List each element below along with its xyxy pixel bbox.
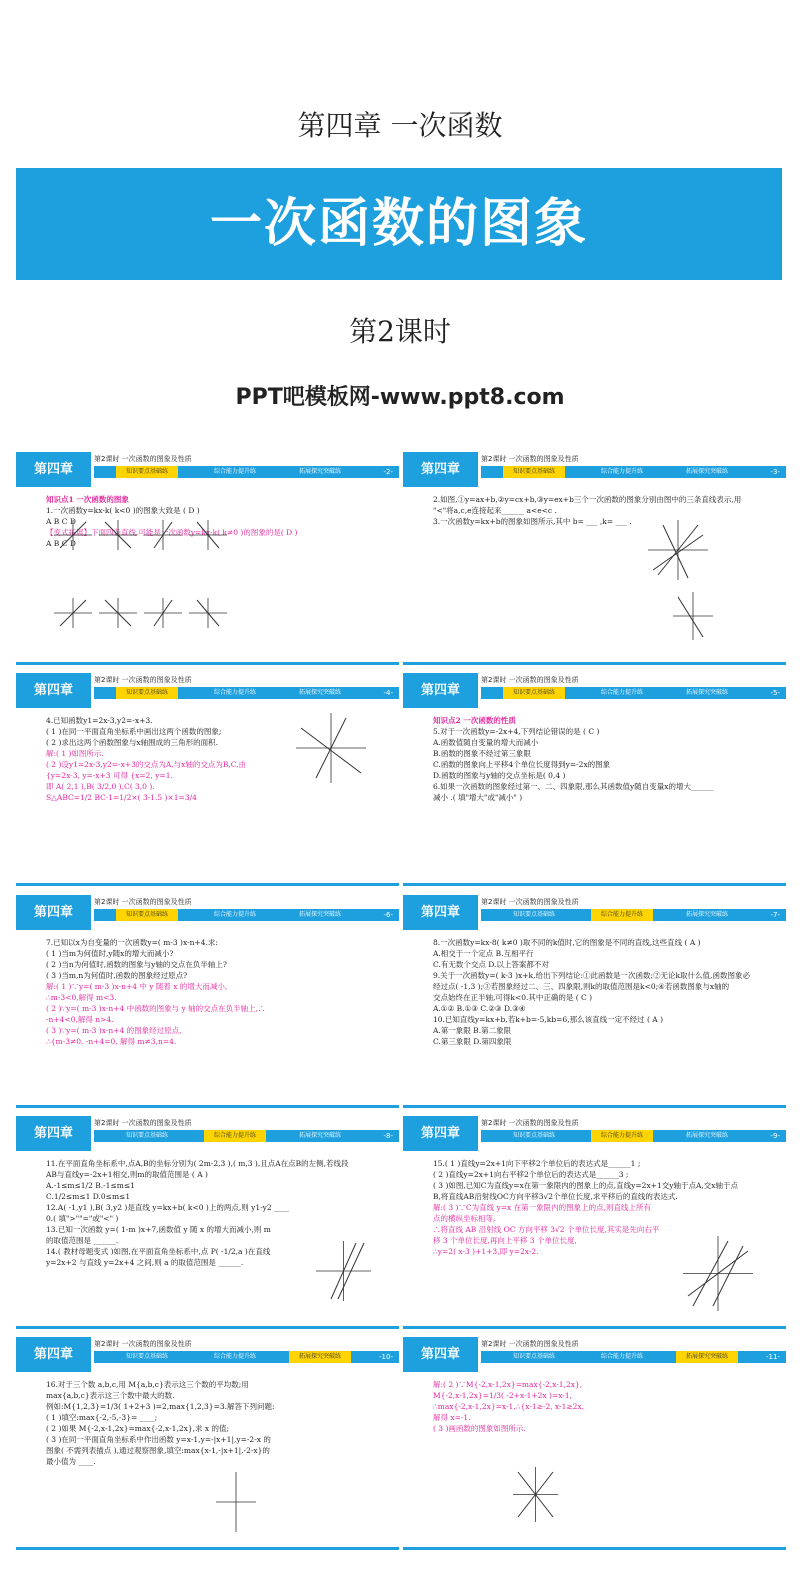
text-line: 图象( 不需列表描点 ),通过观察图象,填空:max{x-1,-|x+1|,-2-x}的 — [46, 1446, 270, 1455]
coordinate-figure — [673, 592, 713, 640]
section-tab[interactable]: 知识要点基础练 — [512, 1353, 555, 1360]
coordinate-figure — [99, 520, 137, 550]
slide-thumbnail[interactable] — [16, 895, 399, 1108]
section-tab[interactable]: 知识要点基础练 — [503, 687, 565, 699]
coordinate-figure — [99, 598, 137, 628]
cover-title: 一次函数的图象 — [209, 194, 588, 254]
coordinate-figure — [189, 598, 227, 628]
text-line: C.第三象限 D.第四象限 — [433, 1037, 512, 1046]
slide-thumbnail[interactable] — [16, 1337, 399, 1550]
coordinate-figure — [683, 1236, 753, 1311]
section-tab[interactable]: 综合能力提升练 — [591, 1130, 653, 1142]
text-line: 解:( 1 )∵y=( m-3 )x-n+4 中 y 随着 x 的增大而减小, — [46, 982, 228, 991]
section-tab[interactable]: 拓展探究突破练 — [298, 468, 341, 475]
coordinate-figure — [216, 1472, 256, 1532]
section-tab-bar — [94, 1351, 399, 1363]
page-number: -8- — [383, 1132, 393, 1140]
text-line: ∴m-3<0,解得 m<3. — [46, 993, 117, 1002]
text-line: 11.在平面直角坐标系中,点A,B的坐标分别为( 2m-2,3 ),( m,3 ),且点A在点B的左侧,若线段 — [46, 1159, 349, 1168]
text-line: 即 A( 2,1 ),B( 3/2,0 ),C( 3,0 ). — [46, 782, 155, 791]
section-tab-bar — [481, 687, 786, 699]
text-line: 15.( 1 )直线y=2x+1向下平移2个单位后的表达式是______1 ; — [433, 1159, 641, 1168]
section-tab-bar — [94, 687, 399, 699]
text-line: S△ABC=1/2 BC·1=1/2×( 3-1.5 )×1=3/4 — [46, 793, 197, 802]
slide-subtitle: 第2课时 一次函数的图象及性质 — [481, 455, 579, 463]
text-line: 14.( 教材母题变式 )如图,在平面直角坐标系中,点 P( -1/2,a )在直线 — [46, 1247, 271, 1256]
section-tab[interactable]: 综合能力提升练 — [600, 1353, 643, 1360]
section-tab[interactable]: 综合能力提升练 — [213, 689, 256, 696]
slide-subtitle: 第2课时 一次函数的图象及性质 — [94, 676, 192, 684]
slide-header — [403, 895, 786, 930]
text-line: ( 1 )填空:max{-2,-5,-3}= ____; — [46, 1413, 158, 1422]
slide-thumbnail[interactable] — [403, 1116, 786, 1329]
section-tab[interactable]: 综合能力提升练 — [204, 1130, 266, 1142]
text-line: ∴将直线 AB 沿射线 OC 方向平移 3√2 个单位长度,其实是先向右平 — [433, 1225, 660, 1234]
title-banner — [16, 168, 782, 280]
coordinate-figure — [648, 520, 708, 580]
text-line: A B C D — [46, 517, 76, 526]
text-line: 经过点( -1,3 );③若图象经过二、三、四象限,则k的取值范围是k<0;④若函数图象与x轴的 — [433, 982, 730, 991]
text-line: 16.对于三个数 a,b,c,用 M{a,b,c}表示这三个数的平均数;用 — [46, 1380, 249, 1389]
slide-subtitle: 第2课时 一次函数的图象及性质 — [94, 1340, 192, 1348]
text-line: 移 3 个单位长度,再向上平移 3 个单位长度, — [433, 1236, 577, 1245]
section-tab[interactable]: 综合能力提升练 — [591, 909, 653, 921]
text-line: B,将直线AB沿射线OC方向平移3√2个单位长度,求平移后的直线的表达式. — [433, 1192, 678, 1201]
text-line: B.函数的图象不经过第三象限 — [433, 749, 531, 758]
coordinate-figure — [144, 598, 182, 628]
slide-thumbnail[interactable] — [16, 452, 399, 665]
slide-header — [403, 673, 786, 708]
section-tab[interactable]: 知识要点基础练 — [125, 1353, 168, 1360]
text-line: 的取值范围是 ______. — [46, 1236, 119, 1245]
text-line: 4.已知函数y1=2x-3,y2=-x+3. — [46, 716, 153, 725]
slide-subtitle: 第2课时 一次函数的图象及性质 — [94, 898, 192, 906]
section-tab[interactable]: 知识要点基础练 — [512, 911, 555, 918]
coordinate-figure — [513, 1467, 558, 1522]
text-line: -n+4<0,解得 n>4. — [46, 1015, 114, 1024]
slide-thumbnail[interactable] — [403, 1337, 786, 1550]
coordinate-figure — [144, 520, 182, 550]
text-line: ( 2 )如果 M{-2,x-1,2x}=max{-2,x-1,2x},求 x 的值; — [46, 1424, 230, 1433]
text-line: y=2x+2 与直线 y=2x+4 之间,则 a 的取值范围是 ______. — [46, 1258, 244, 1267]
slide-body — [433, 715, 776, 803]
chapter-badge: 第四章 — [16, 673, 91, 708]
slide-subtitle: 第2课时 一次函数的图象及性质 — [481, 1340, 579, 1348]
text-line: ( 1 )当m为何值时,y随x的增大而减小? — [46, 949, 174, 958]
slide-header — [403, 452, 786, 487]
text-line: ∴y=2( x-3 )+1+3,即 y=2x-2. — [433, 1247, 539, 1256]
section-tab[interactable]: 拓展探究突破练 — [676, 1351, 738, 1363]
page-number: -4- — [383, 689, 393, 697]
slide-thumbnail[interactable] — [16, 673, 399, 886]
section-tab[interactable]: 拓展探究突破练 — [289, 1351, 351, 1363]
slide-body — [46, 937, 389, 1047]
text-line: ∴{m-3≠0, -n+4=0, 解得 m≠3,n=4. — [46, 1037, 177, 1046]
slide-thumbnail[interactable] — [16, 1116, 399, 1329]
slide-thumbnail[interactable] — [403, 673, 786, 886]
coordinate-figure — [54, 598, 92, 628]
slide-header — [403, 1337, 786, 1372]
text-line: A.函数值随自变量的增大而减小 — [433, 738, 539, 747]
text-line: C.有无数个交点 D.以上答案都不对 — [433, 960, 549, 969]
text-line: ( 1 )在同一平面直角坐标系中画出这两个函数的图象; — [46, 727, 222, 736]
chapter-badge: 第四章 — [403, 1116, 478, 1151]
section-tab[interactable]: 拓展探究突破练 — [685, 468, 728, 475]
slide-header — [16, 452, 399, 487]
page-number: -2- — [383, 468, 393, 476]
text-line: 12.A( -1,y1 ),B( 3,y2 )是直线 y=kx+b( k<0 )上的两点,则 y1-y2 ____ — [46, 1203, 290, 1212]
text-line: 最小值为 ____. — [46, 1457, 96, 1466]
section-tab[interactable]: 知识要点基础练 — [116, 687, 178, 699]
page-number: -5- — [770, 689, 780, 697]
text-line: ( 3 )在同一平面直角坐标系中作出函数 y=x-1,y=-|x+1|,y=-2-x 的 — [46, 1435, 271, 1444]
text-line: A.第一象限 B.第二象限 — [433, 1026, 512, 1035]
slide-header — [16, 1116, 399, 1151]
section-tab-bar — [94, 466, 399, 478]
slide-subtitle: 第2课时 一次函数的图象及性质 — [481, 898, 579, 906]
slide-header — [16, 895, 399, 930]
section-tab[interactable]: 综合能力提升练 — [213, 468, 256, 475]
text-line: 解:( 1 )如图所示. — [46, 749, 104, 758]
chapter-badge: 第四章 — [16, 1337, 91, 1372]
text-line: 1.一次函数y=kx-k( k<0 )的图象大致是 ( D ) — [46, 506, 200, 515]
slide-header — [403, 1116, 786, 1151]
text-line: ( 2 )当n为何值时,函数的图象与y轴的交点在负半轴上? — [46, 960, 227, 969]
text-line: A.相交于一个定点 B.互相平行 — [433, 949, 534, 958]
slide-thumbnail[interactable] — [403, 452, 786, 665]
section-tab[interactable]: 综合能力提升练 — [213, 1353, 256, 1360]
chapter-badge: 第四章 — [403, 452, 478, 487]
text-line: AB与直线y=-2x+1相交,则m的取值范围是 ( A ) — [46, 1170, 208, 1179]
text-line: M{-2,x-1,2x}=1/3( -2+x-1+2x )=x-1, — [433, 1391, 573, 1400]
text-line: "<"将a,c,e连接起来______ a<e<c . — [433, 506, 557, 515]
section-tab[interactable]: 知识要点基础练 — [116, 909, 178, 921]
text-line: 知识点2 一次函数的性质 — [433, 716, 516, 725]
text-line: 减小 .( 填"增大"或"减小" ) — [433, 793, 523, 802]
section-tab[interactable]: 知识要点基础练 — [125, 1132, 168, 1139]
section-tab-bar — [481, 466, 786, 478]
page-number: -9- — [770, 1132, 780, 1140]
slide-body — [46, 1379, 389, 1467]
slide-subtitle: 第2课时 一次函数的图象及性质 — [94, 455, 192, 463]
slide-header — [16, 1337, 399, 1372]
text-line: 交点始终在正半轴,可得k<0.其中正确的是 ( C ) — [433, 993, 593, 1002]
text-line: ( 3 )如图,已知C为直线y=x在第一象限内的图象上的点,直线y=2x+1交y轴于点A,交x轴于点 — [433, 1181, 738, 1190]
chapter-badge: 第四章 — [16, 895, 91, 930]
page-number: -7- — [770, 911, 780, 919]
chapter-badge: 第四章 — [16, 452, 91, 487]
text-line: max{a,b,c}表示这三个数中最大的数. — [46, 1391, 175, 1400]
brand-text: PPT吧模板网-www.ppt8.com — [235, 385, 565, 410]
text-line: ( 3 )∵y=( m-3 )x-n+4 的图象经过原点, — [46, 1026, 182, 1035]
text-line: ( 3 )画函数的图象如图所示. — [433, 1424, 526, 1433]
text-line: ( 2 )设y1=2x-3,y2=-x+3的交点为A,与x轴的交点为B,C,由 — [46, 760, 247, 769]
section-tab-bar — [94, 909, 399, 921]
section-tab-bar — [481, 1351, 786, 1363]
lesson-label: 第2课时 — [349, 315, 451, 348]
slide-subtitle: 第2课时 一次函数的图象及性质 — [481, 676, 579, 684]
coordinate-figure — [316, 1241, 371, 1301]
text-line: ( 2 )求出这两个函数图象与x轴围成的三角形的面积. — [46, 738, 219, 747]
slide-body — [433, 494, 776, 527]
text-line: 解:( 2 )∵M{-2,x-1,2x}=max{-2,x-1,2x}, — [433, 1380, 583, 1389]
text-line: ( 3 )当m,n为何值时,函数的图象经过原点? — [46, 971, 188, 980]
chapter-badge: 第四章 — [16, 1116, 91, 1151]
text-line: 13.已知一次函数 y=( 1-m )x+7,函数值 y 随 x 的增大而减小,则 m — [46, 1225, 271, 1234]
slide-body — [433, 937, 776, 1047]
text-line: 8.一次函数y=kx-8( k≠0 )取不同的k值时,它的图象是不同的直线,这些直线 ( A ) — [433, 938, 701, 947]
section-tab[interactable]: 综合能力提升练 — [600, 468, 643, 475]
text-line: 5.对于一次函数y=-2x+4,下列结论错误的是 ( C ) — [433, 727, 600, 736]
text-line: {y=2x-3, y=-x+3 可得 {x=2, y=1. — [46, 771, 173, 780]
slide-subtitle: 第2课时 一次函数的图象及性质 — [94, 1119, 192, 1127]
section-tab[interactable]: 拓展探究突破练 — [298, 1132, 341, 1139]
text-line: 10.已知直线y=kx+b,若k+b=-5,kb=6,那么该直线一定不经过 ( A ) — [433, 1015, 664, 1024]
page-number: -10- — [379, 1353, 393, 1361]
text-line: 7.已知以x为自变量的一次函数y=( m-3 )x-n+4.求: — [46, 938, 218, 947]
text-line: 2.如图,①y=ax+b,②y=cx+b,③y=ex+b三个一次函数的图象分别由图中的三条直线表示,用 — [433, 495, 742, 504]
text-line: ( 2 )直线y=2x+1向右平移2个单位后的表达式是______3 ; — [433, 1170, 629, 1179]
section-tab-bar — [94, 1130, 399, 1142]
text-line: C.1/2≤m≤1 D.0≤m≤1 — [46, 1192, 131, 1201]
section-tab[interactable]: 综合能力提升练 — [213, 911, 256, 918]
page-number: -6- — [383, 911, 393, 919]
text-line: 【变式拓展】下面四条直线,可能是一次函数y=kx-k( k≠0 )的图象的是( D ) — [46, 528, 298, 537]
chapter-badge: 第四章 — [403, 895, 478, 930]
text-line: ∴max{-2,x-1,2x}=x-1,∴{x-1≥-2, x-1≥2x, — [433, 1402, 585, 1411]
section-tab[interactable]: 拓展探究突破练 — [298, 911, 341, 918]
text-line: 9.关于一次函数y=( k-3 )x+k,给出下列结论:①此函数是一次函数;②无论k取什么值,函数图象必 — [433, 971, 750, 980]
page-number: -3- — [770, 468, 780, 476]
slide-subtitle: 第2课时 一次函数的图象及性质 — [481, 1119, 579, 1127]
coordinate-figure — [189, 520, 227, 550]
section-tab-bar — [481, 909, 786, 921]
text-line: A.①② B.①③ C.②③ D.③④ — [433, 1004, 526, 1013]
text-line: 3.一次函数y=kx+b的图象如图所示,其中 b= ___ ,k= ___ . — [433, 517, 632, 526]
slide-body — [433, 1379, 776, 1434]
page-number: -11- — [766, 1353, 780, 1361]
coordinate-figure — [296, 713, 366, 783]
section-tab[interactable]: 知识要点基础练 — [512, 1132, 555, 1139]
section-tab[interactable]: 拓展探究突破练 — [685, 689, 728, 696]
text-line: 例如:M{1,2,3}=1/3( 1+2+3 )=2,max{1,2,3}=3.解答下列问题: — [46, 1402, 275, 1411]
section-tab[interactable]: 拓展探究突破练 — [685, 1132, 728, 1139]
text-line: 解:( 3 )∵C为直线 y=x 在第一象限内的图象上的点,则直线上所有 — [433, 1203, 652, 1212]
text-line: C.函数的图象向上平移4个单位长度得到y=-2x的图象 — [433, 760, 611, 769]
text-line: 知识点1 一次函数的图象 — [46, 495, 129, 504]
section-tab[interactable]: 综合能力提升练 — [600, 689, 643, 696]
text-line: 0.( 填">""="或"<" ) — [46, 1214, 119, 1223]
text-line: D.函数的图象与y轴的交点坐标是( 0,4 ) — [433, 771, 566, 780]
section-tab[interactable]: 拓展探究突破练 — [685, 911, 728, 918]
coordinate-figure — [54, 520, 92, 550]
text-line: 6.如果一次函数的图象经过第一、二、四象限,那么其函数值y随自变量x的增大______ — [433, 782, 714, 791]
section-tab[interactable]: 拓展探究突破练 — [298, 689, 341, 696]
text-line: 点的横纵坐标相等, — [433, 1214, 496, 1223]
slide-header — [16, 673, 399, 708]
chapter-badge: 第四章 — [403, 673, 478, 708]
section-tab-bar — [481, 1130, 786, 1142]
text-line: A B C D — [46, 539, 76, 548]
text-line: ( 2 )∵y=( m-3 )x-n+4 中函数的图象与 y 轴的交点在负半轴上,∴ — [46, 1004, 266, 1013]
section-tab[interactable]: 知识要点基础练 — [116, 466, 178, 478]
section-tab[interactable]: 知识要点基础练 — [503, 466, 565, 478]
text-line: A.-1≤m≤1/2 B.-1≤m≤1 — [46, 1181, 135, 1190]
cover-chapter: 第四章 一次函数 — [297, 109, 503, 142]
text-line: 解得 x=-1. — [433, 1413, 471, 1422]
chapter-badge: 第四章 — [403, 1337, 478, 1372]
slide-thumbnail[interactable] — [403, 895, 786, 1108]
